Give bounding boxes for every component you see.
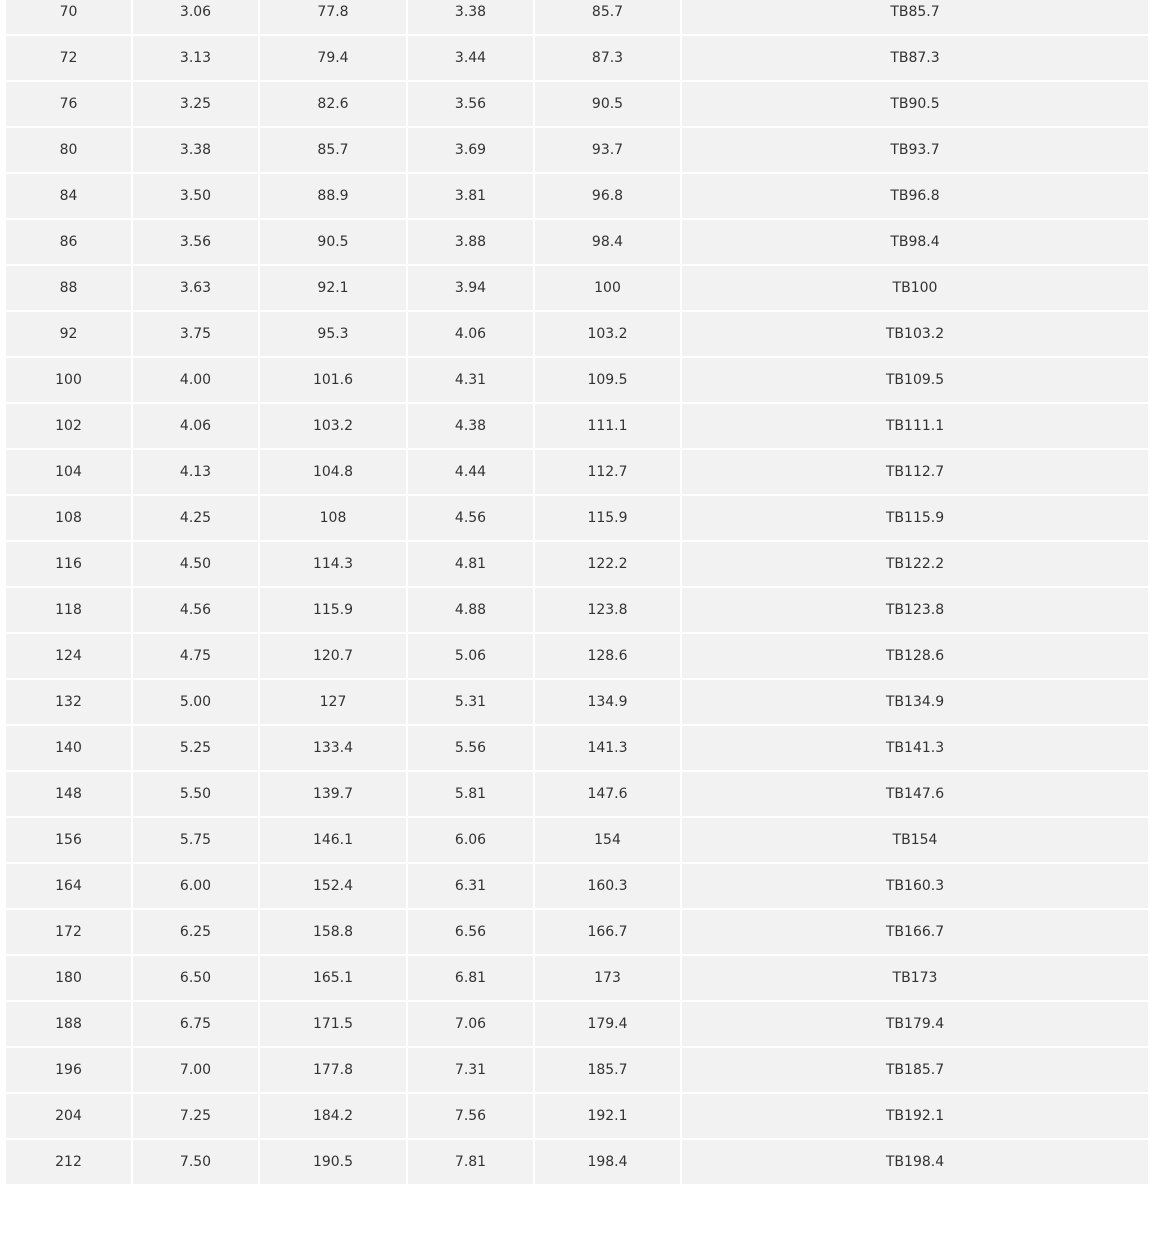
table-row <box>5 81 1149 127</box>
table-cell-col-5: 115.9 <box>534 495 681 541</box>
table-cell-col-2: 3.25 <box>132 81 259 127</box>
table-cell-col-3: 139.7 <box>259 771 407 817</box>
table-cell-col-5: 192.1 <box>534 1093 681 1139</box>
table-row <box>5 449 1149 495</box>
table-cell-col-1: 156 <box>5 817 132 863</box>
table-cell-col-3: 158.8 <box>259 909 407 955</box>
table-cell-col-5: 134.9 <box>534 679 681 725</box>
table-cell-col-4: 7.81 <box>407 1139 534 1185</box>
table-cell-col-3: 190.5 <box>259 1139 407 1185</box>
table-row <box>5 495 1149 541</box>
table-cell-col-3: 133.4 <box>259 725 407 771</box>
table-cell-col-5: 122.2 <box>534 541 681 587</box>
table-body <box>5 0 1149 1185</box>
table-cell-col-3: 90.5 <box>259 219 407 265</box>
table-cell-col-3: 184.2 <box>259 1093 407 1139</box>
table-cell-col-1: 88 <box>5 265 132 311</box>
table-row <box>5 403 1149 449</box>
table-cell-col-1: 116 <box>5 541 132 587</box>
table-cell-col-5: 100 <box>534 265 681 311</box>
table-row <box>5 173 1149 219</box>
table-row <box>5 127 1149 173</box>
table-cell-col-1: 100 <box>5 357 132 403</box>
table-cell-col-3: 171.5 <box>259 1001 407 1047</box>
table-cell-col-5: 109.5 <box>534 357 681 403</box>
table-cell-col-4: 6.31 <box>407 863 534 909</box>
table-cell-col-3: 82.6 <box>259 81 407 127</box>
table-cell-col-3: 127 <box>259 679 407 725</box>
table-cell-col-1: 118 <box>5 587 132 633</box>
table-cell-col-4: 4.31 <box>407 357 534 403</box>
table-cell-col-4: 7.56 <box>407 1093 534 1139</box>
table-cell-col-2: 6.00 <box>132 863 259 909</box>
table-row <box>5 955 1149 1001</box>
table-cell-col-6: TB147.6 <box>681 771 1149 817</box>
table-cell-col-2: 3.06 <box>132 0 259 35</box>
table-cell-col-2: 4.50 <box>132 541 259 587</box>
table-cell-col-2: 5.25 <box>132 725 259 771</box>
table-cell-col-1: 172 <box>5 909 132 955</box>
table-cell-col-2: 6.75 <box>132 1001 259 1047</box>
table-cell-col-3: 103.2 <box>259 403 407 449</box>
table-row <box>5 817 1149 863</box>
table-cell-col-5: 90.5 <box>534 81 681 127</box>
table-cell-col-6: TB166.7 <box>681 909 1149 955</box>
table-cell-col-1: 72 <box>5 35 132 81</box>
table-cell-col-1: 164 <box>5 863 132 909</box>
table-cell-col-6: TB96.8 <box>681 173 1149 219</box>
table-cell-col-2: 4.06 <box>132 403 259 449</box>
table-cell-col-6: TB185.7 <box>681 1047 1149 1093</box>
table-cell-col-6: TB93.7 <box>681 127 1149 173</box>
table-cell-col-6: TB103.2 <box>681 311 1149 357</box>
table-cell-col-5: 123.8 <box>534 587 681 633</box>
table-cell-col-6: TB141.3 <box>681 725 1149 771</box>
table-cell-col-3: 101.6 <box>259 357 407 403</box>
table-cell-col-1: 124 <box>5 633 132 679</box>
data-table-container <box>4 0 1148 1186</box>
table-cell-col-1: 92 <box>5 311 132 357</box>
table-cell-col-2: 7.25 <box>132 1093 259 1139</box>
table-cell-col-4: 5.81 <box>407 771 534 817</box>
table-cell-col-1: 84 <box>5 173 132 219</box>
table-row <box>5 633 1149 679</box>
table-row <box>5 909 1149 955</box>
table-cell-col-3: 146.1 <box>259 817 407 863</box>
table-cell-col-3: 165.1 <box>259 955 407 1001</box>
table-cell-col-6: TB111.1 <box>681 403 1149 449</box>
table-cell-col-3: 115.9 <box>259 587 407 633</box>
table-cell-col-2: 7.50 <box>132 1139 259 1185</box>
table-cell-col-1: 132 <box>5 679 132 725</box>
table-cell-col-5: 112.7 <box>534 449 681 495</box>
table-cell-col-6: TB112.7 <box>681 449 1149 495</box>
table-cell-col-4: 7.06 <box>407 1001 534 1047</box>
table-cell-col-5: 111.1 <box>534 403 681 449</box>
table-cell-col-6: TB128.6 <box>681 633 1149 679</box>
table-cell-col-2: 3.63 <box>132 265 259 311</box>
table-cell-col-2: 3.38 <box>132 127 259 173</box>
table-cell-col-4: 4.88 <box>407 587 534 633</box>
table-cell-col-6: TB115.9 <box>681 495 1149 541</box>
table-row <box>5 863 1149 909</box>
table-cell-col-2: 4.75 <box>132 633 259 679</box>
table-cell-col-6: TB123.8 <box>681 587 1149 633</box>
table-cell-col-4: 5.31 <box>407 679 534 725</box>
table-cell-col-4: 4.44 <box>407 449 534 495</box>
table-cell-col-3: 152.4 <box>259 863 407 909</box>
table-cell-col-6: TB85.7 <box>681 0 1149 35</box>
table-cell-col-6: TB98.4 <box>681 219 1149 265</box>
table-cell-col-6: TB134.9 <box>681 679 1149 725</box>
table-row <box>5 1001 1149 1047</box>
table-cell-col-2: 7.00 <box>132 1047 259 1093</box>
table-cell-col-2: 3.56 <box>132 219 259 265</box>
table-cell-col-1: 102 <box>5 403 132 449</box>
table-cell-col-4: 3.81 <box>407 173 534 219</box>
table-cell-col-5: 185.7 <box>534 1047 681 1093</box>
table-cell-col-2: 5.50 <box>132 771 259 817</box>
table-cell-col-3: 120.7 <box>259 633 407 679</box>
table-row <box>5 771 1149 817</box>
table-cell-col-5: 141.3 <box>534 725 681 771</box>
table-row <box>5 587 1149 633</box>
table-cell-col-4: 3.69 <box>407 127 534 173</box>
table-row <box>5 357 1149 403</box>
table-cell-col-2: 4.13 <box>132 449 259 495</box>
table-cell-col-3: 114.3 <box>259 541 407 587</box>
table-cell-col-5: 85.7 <box>534 0 681 35</box>
table-cell-col-4: 3.56 <box>407 81 534 127</box>
table-cell-col-6: TB173 <box>681 955 1149 1001</box>
table-row <box>5 311 1149 357</box>
table-cell-col-6: TB192.1 <box>681 1093 1149 1139</box>
table-cell-col-2: 3.75 <box>132 311 259 357</box>
table-cell-col-4: 4.56 <box>407 495 534 541</box>
table-cell-col-5: 198.4 <box>534 1139 681 1185</box>
table-row <box>5 1093 1149 1139</box>
table-cell-col-4: 7.31 <box>407 1047 534 1093</box>
table-cell-col-6: TB90.5 <box>681 81 1149 127</box>
table-cell-col-4: 4.81 <box>407 541 534 587</box>
table-cell-col-2: 3.13 <box>132 35 259 81</box>
table-cell-col-2: 3.50 <box>132 173 259 219</box>
table-cell-col-4: 3.38 <box>407 0 534 35</box>
table-cell-col-3: 92.1 <box>259 265 407 311</box>
table-cell-col-3: 77.8 <box>259 0 407 35</box>
table-cell-col-6: TB160.3 <box>681 863 1149 909</box>
table-cell-col-1: 80 <box>5 127 132 173</box>
table-cell-col-4: 5.06 <box>407 633 534 679</box>
table-cell-col-4: 3.44 <box>407 35 534 81</box>
table-cell-col-4: 4.38 <box>407 403 534 449</box>
table-cell-col-2: 6.50 <box>132 955 259 1001</box>
table-row <box>5 679 1149 725</box>
table-cell-col-4: 5.56 <box>407 725 534 771</box>
table-cell-col-2: 4.56 <box>132 587 259 633</box>
table-cell-col-4: 6.81 <box>407 955 534 1001</box>
table-cell-col-2: 5.00 <box>132 679 259 725</box>
table-cell-col-5: 179.4 <box>534 1001 681 1047</box>
table-row <box>5 1047 1149 1093</box>
table-cell-col-3: 79.4 <box>259 35 407 81</box>
table-cell-col-5: 93.7 <box>534 127 681 173</box>
table-row <box>5 35 1149 81</box>
table-cell-col-5: 87.3 <box>534 35 681 81</box>
table-cell-col-5: 160.3 <box>534 863 681 909</box>
table-cell-col-5: 103.2 <box>534 311 681 357</box>
table-cell-col-1: 148 <box>5 771 132 817</box>
table-cell-col-3: 104.8 <box>259 449 407 495</box>
table-cell-col-3: 177.8 <box>259 1047 407 1093</box>
table-cell-col-1: 104 <box>5 449 132 495</box>
table-cell-col-1: 140 <box>5 725 132 771</box>
table-cell-col-3: 88.9 <box>259 173 407 219</box>
table-cell-col-1: 76 <box>5 81 132 127</box>
table-cell-col-4: 6.56 <box>407 909 534 955</box>
table-cell-col-3: 85.7 <box>259 127 407 173</box>
table-cell-col-6: TB87.3 <box>681 35 1149 81</box>
table-cell-col-6: TB100 <box>681 265 1149 311</box>
table-cell-col-3: 95.3 <box>259 311 407 357</box>
table-cell-col-6: TB122.2 <box>681 541 1149 587</box>
table-cell-col-2: 5.75 <box>132 817 259 863</box>
table-cell-col-5: 154 <box>534 817 681 863</box>
table-row <box>5 1139 1149 1185</box>
table-cell-col-1: 188 <box>5 1001 132 1047</box>
table-cell-col-5: 147.6 <box>534 771 681 817</box>
table-cell-col-1: 196 <box>5 1047 132 1093</box>
table-row <box>5 0 1149 35</box>
table-cell-col-4: 4.06 <box>407 311 534 357</box>
table-cell-col-5: 128.6 <box>534 633 681 679</box>
table-cell-col-1: 70 <box>5 0 132 35</box>
table-cell-col-3: 108 <box>259 495 407 541</box>
table-row <box>5 219 1149 265</box>
table-cell-col-5: 96.8 <box>534 173 681 219</box>
table-row <box>5 725 1149 771</box>
table-cell-col-4: 3.88 <box>407 219 534 265</box>
table-cell-col-2: 6.25 <box>132 909 259 955</box>
table-cell-col-6: TB109.5 <box>681 357 1149 403</box>
table-cell-col-5: 166.7 <box>534 909 681 955</box>
table-cell-col-2: 4.00 <box>132 357 259 403</box>
table-cell-col-1: 108 <box>5 495 132 541</box>
table-cell-col-6: TB179.4 <box>681 1001 1149 1047</box>
table-cell-col-6: TB154 <box>681 817 1149 863</box>
table-cell-col-2: 4.25 <box>132 495 259 541</box>
table-row <box>5 265 1149 311</box>
table-cell-col-4: 6.06 <box>407 817 534 863</box>
table-cell-col-4: 3.94 <box>407 265 534 311</box>
table-cell-col-5: 98.4 <box>534 219 681 265</box>
table-cell-col-5: 173 <box>534 955 681 1001</box>
table-row <box>5 541 1149 587</box>
data-table <box>4 0 1150 1186</box>
table-cell-col-1: 204 <box>5 1093 132 1139</box>
table-cell-col-1: 86 <box>5 219 132 265</box>
table-cell-col-6: TB198.4 <box>681 1139 1149 1185</box>
table-cell-col-1: 180 <box>5 955 132 1001</box>
table-cell-col-1: 212 <box>5 1139 132 1185</box>
